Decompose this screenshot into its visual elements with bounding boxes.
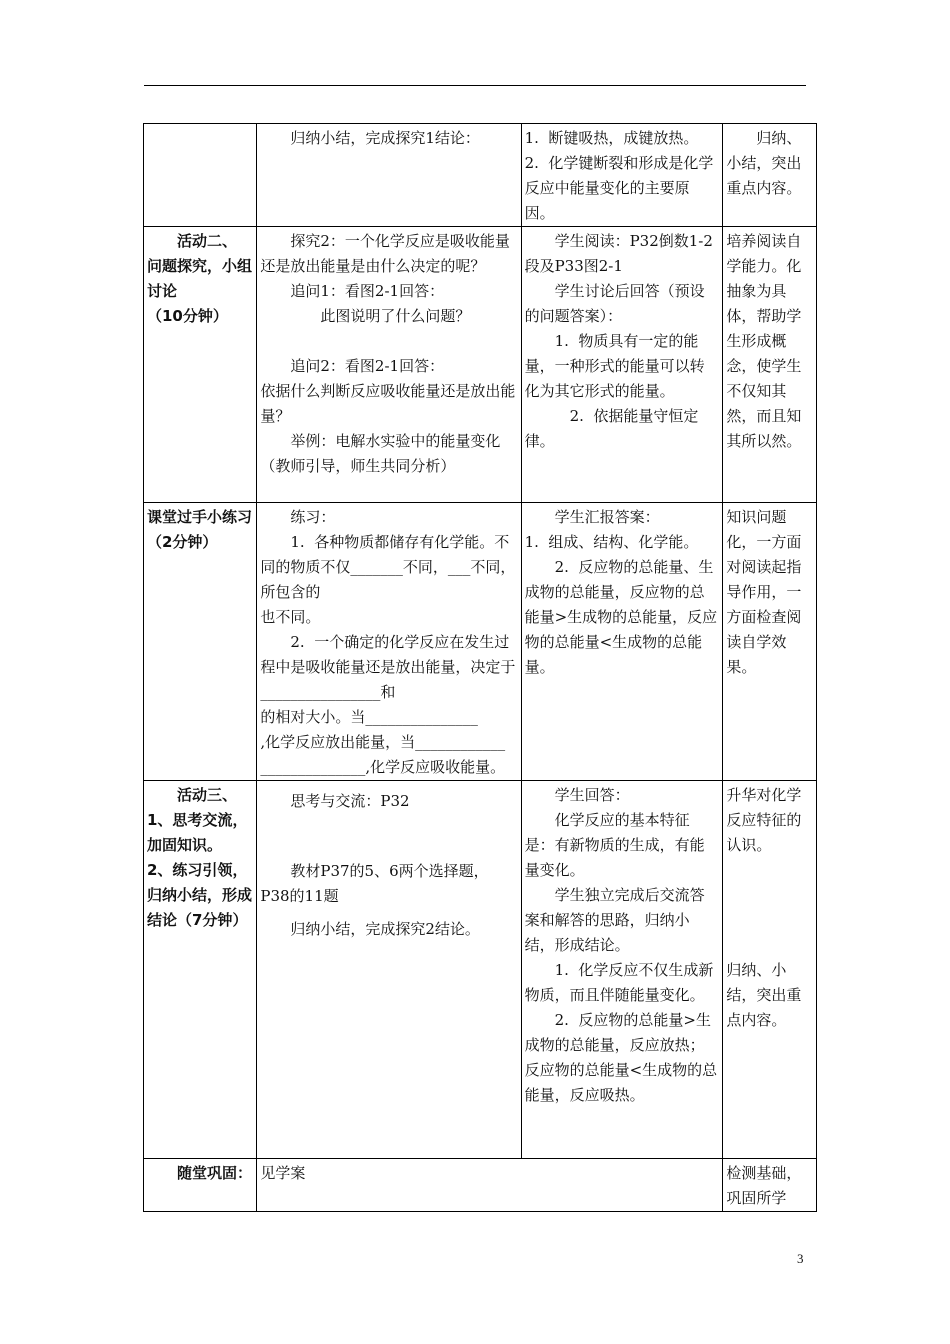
- stage-cell: 活动三、 1、思考交流，加固知识。 2、练习引领，归纳小结，形成结论（7分钟）: [144, 781, 257, 1159]
- student-activity-cell: 1. 断键吸热，成键放热。 2. 化学键断裂和形成是化学反应中能量变化的主要原因。: [521, 124, 723, 227]
- design-intent-cell: 培养阅读自学能力。化抽象为具体，帮助学生形成概念，使学生不仅知其然，而且知其所以然。: [723, 227, 817, 503]
- design-intent-cell: 检测基础，巩固所学: [723, 1159, 817, 1212]
- teacher-activity-cell: 思考与交流：P32 教材P37的5、6两个选择题，P38的11题 归纳小结，完成探究2结论。: [257, 781, 521, 1159]
- student-activity-cell: 学生回答： 化学反应的基本特征是：有新物质的生成，有能量变化。 学生独立完成后交流答案和解答的思路，归纳小结，形成结论。 1. 化学反应不仅生成新物质，而且伴随能量变化。 2. 反应物的总能量>生成物的总能量，反应放热；反应物的总能量<生成物的总能量，反应吸热。: [521, 781, 723, 1159]
- page-number: 3: [797, 1251, 804, 1266]
- stage-cell: [144, 124, 257, 227]
- teacher-activity-cell: 探究2：一个化学反应是吸收能量还是放出能量是由什么决定的呢？ 追问1：看图2-1回答： 此图说明了什么问题？ 追问2：看图2-1回答： 依据什么判断反应吸收能量还是放出能量？ 举例：电解水实验中的能量变化（教师引导，师生共同分析）: [257, 227, 521, 503]
- stage-cell: 活动二、 问题探究，小组讨论 （10分钟）: [144, 227, 257, 503]
- stage-cell: 课堂过手小练习（2分钟）: [144, 503, 257, 781]
- table-row: [144, 227, 817, 503]
- table-row: [144, 503, 817, 781]
- student-activity-cell: 学生阅读：P32倒数1-2段及P33图2-1 学生讨论后回答（预设的问题答案）： 1. 物质具有一定的能量，一种形式的能量可以转化为其它形式的能量。 2. 依据能量守恒定律。: [521, 227, 723, 503]
- table-row: [144, 1159, 817, 1212]
- design-intent-cell: 知识问题化，一方面对阅读起指导作用，一方面检查阅读自学效果。: [723, 503, 817, 781]
- teacher-activity-cell: 归纳小结，完成探究1结论：: [257, 124, 521, 227]
- design-intent-cell: 升华对化学反应特征的认识。 归纳、小结，突出重点内容。: [723, 781, 817, 1159]
- design-intent-cell: 归纳、小结，突出重点内容。: [723, 124, 817, 227]
- table-row: [144, 124, 817, 227]
- stage-cell: 随堂巩固：: [144, 1159, 257, 1212]
- teacher-activity-cell: 练习： 1. 各种物质都储存有化学能。不同的物质不仅_______不同，___不同，所包含的 也不同。 2. 一个确定的化学反应在发生过程中是吸收能量还是放出能量，决定于________________和 的相对大小。当_______________ ,化学反应放出能量，当____________ ______________,化学反应吸收能量。: [257, 503, 521, 781]
- student-activity-cell: 学生汇报答案： 1. 组成、结构、化学能。 2. 反应物的总能量、生成物的总能量，反应物的总能量>生成物的总能量，反应物的总能量<生成物的总能量。: [521, 503, 723, 781]
- header-rule: [144, 85, 806, 86]
- lesson-plan-table: [143, 123, 817, 1212]
- teacher-activity-cell: 见学案: [257, 1159, 723, 1212]
- table-row: [144, 781, 817, 1159]
